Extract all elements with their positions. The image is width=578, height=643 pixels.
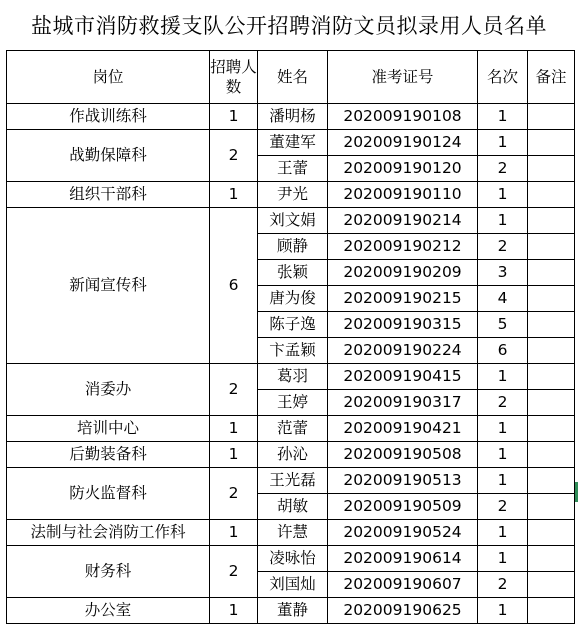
name-cell: 王婷 — [258, 390, 328, 416]
table-row — [7, 208, 575, 234]
name-cell: 潘明杨 — [258, 104, 328, 130]
remarks-cell — [528, 416, 575, 442]
name-cell: 唐为俊 — [258, 286, 328, 312]
position-cell: 新闻宣传科 — [7, 208, 210, 364]
exam-id-cell: 202009190224 — [328, 338, 478, 364]
name-cell: 许慧 — [258, 520, 328, 546]
exam-id-cell: 202009190317 — [328, 390, 478, 416]
table-row — [7, 546, 575, 572]
rank-cell: 1 — [478, 208, 528, 234]
name-cell: 王蕾 — [258, 156, 328, 182]
exam-id-cell: 202009190415 — [328, 364, 478, 390]
quota-cell: 1 — [210, 520, 258, 546]
table-row — [7, 130, 575, 156]
position-cell: 财务科 — [7, 546, 210, 598]
exam-id-cell: 202009190513 — [328, 468, 478, 494]
quota-cell: 1 — [210, 182, 258, 208]
remarks-cell — [528, 390, 575, 416]
exam-id-cell: 202009190524 — [328, 520, 478, 546]
position-cell: 培训中心 — [7, 416, 210, 442]
exam-id-cell: 202009190124 — [328, 130, 478, 156]
rank-cell: 2 — [478, 494, 528, 520]
quota-cell: 2 — [210, 546, 258, 598]
rank-cell: 1 — [478, 416, 528, 442]
exam-id-cell: 202009190108 — [328, 104, 478, 130]
name-cell: 王光磊 — [258, 468, 328, 494]
table-row — [7, 182, 575, 208]
remarks-cell — [528, 208, 575, 234]
header-remarks: 备注 — [528, 51, 575, 104]
remarks-cell — [528, 494, 575, 520]
table-row — [7, 416, 575, 442]
name-cell: 董建军 — [258, 130, 328, 156]
quota-cell: 1 — [210, 442, 258, 468]
rank-cell: 2 — [478, 156, 528, 182]
quota-cell: 2 — [210, 468, 258, 520]
rank-cell: 3 — [478, 260, 528, 286]
exam-id-cell: 202009190607 — [328, 572, 478, 598]
name-cell: 凌咏怡 — [258, 546, 328, 572]
rank-cell: 2 — [478, 390, 528, 416]
exam-id-cell: 202009190120 — [328, 156, 478, 182]
quota-cell: 1 — [210, 416, 258, 442]
rank-cell: 2 — [478, 234, 528, 260]
exam-id-cell: 202009190421 — [328, 416, 478, 442]
position-cell: 战勤保障科 — [7, 130, 210, 182]
name-cell: 张颖 — [258, 260, 328, 286]
table-row — [7, 598, 575, 624]
rank-cell: 4 — [478, 286, 528, 312]
position-cell: 后勤装备科 — [7, 442, 210, 468]
quota-cell: 1 — [210, 104, 258, 130]
quota-cell: 2 — [210, 130, 258, 182]
table-row — [7, 104, 575, 130]
position-cell: 防火监督科 — [7, 468, 210, 520]
name-cell: 陈子逸 — [258, 312, 328, 338]
rank-cell: 1 — [478, 546, 528, 572]
name-cell: 卞孟颖 — [258, 338, 328, 364]
remarks-cell — [528, 572, 575, 598]
position-cell: 组织干部科 — [7, 182, 210, 208]
name-cell: 尹光 — [258, 182, 328, 208]
remarks-cell — [528, 182, 575, 208]
remarks-cell — [528, 234, 575, 260]
table-row — [7, 468, 575, 494]
position-cell: 法制与社会消防工作科 — [7, 520, 210, 546]
remarks-cell — [528, 468, 575, 494]
name-cell: 范蕾 — [258, 416, 328, 442]
page-title: 盐城市消防救援支队公开招聘消防文员拟录用人员名单 — [31, 14, 547, 38]
remarks-cell — [528, 364, 575, 390]
remarks-cell — [528, 338, 575, 364]
rank-cell: 2 — [478, 572, 528, 598]
rank-cell: 1 — [478, 468, 528, 494]
quota-cell: 6 — [210, 208, 258, 364]
header-exam-id: 准考证号 — [328, 51, 478, 104]
exam-id-cell: 202009190110 — [328, 182, 478, 208]
exam-id-cell: 202009190509 — [328, 494, 478, 520]
exam-id-cell: 202009190508 — [328, 442, 478, 468]
remarks-cell — [528, 260, 575, 286]
remarks-cell — [528, 156, 575, 182]
header-row — [7, 51, 575, 104]
remarks-cell — [528, 286, 575, 312]
position-cell: 消委办 — [7, 364, 210, 416]
quota-cell: 2 — [210, 364, 258, 416]
exam-id-cell: 202009190212 — [328, 234, 478, 260]
rank-cell: 1 — [478, 104, 528, 130]
table-row — [7, 442, 575, 468]
quota-cell: 1 — [210, 598, 258, 624]
remarks-cell — [528, 312, 575, 338]
table-row — [7, 364, 575, 390]
rank-cell: 5 — [478, 312, 528, 338]
name-cell: 顾静 — [258, 234, 328, 260]
header-position: 岗位 — [7, 51, 210, 104]
header-rank: 名次 — [478, 51, 528, 104]
remarks-cell — [528, 546, 575, 572]
remarks-cell — [528, 130, 575, 156]
remarks-cell — [528, 104, 575, 130]
name-cell: 刘文娟 — [258, 208, 328, 234]
rank-cell: 1 — [478, 130, 528, 156]
name-cell: 胡敏 — [258, 494, 328, 520]
rank-cell: 1 — [478, 364, 528, 390]
header-name: 姓名 — [258, 51, 328, 104]
remarks-cell — [528, 520, 575, 546]
position-cell: 办公室 — [7, 598, 210, 624]
rank-cell: 6 — [478, 338, 528, 364]
exam-id-cell: 202009190614 — [328, 546, 478, 572]
rank-cell: 1 — [478, 442, 528, 468]
name-cell: 葛羽 — [258, 364, 328, 390]
table-body — [7, 104, 575, 624]
rank-cell: 1 — [478, 520, 528, 546]
header-quota: 招聘人数 — [210, 51, 258, 104]
name-cell: 刘国灿 — [258, 572, 328, 598]
remarks-cell — [528, 598, 575, 624]
name-cell: 孙沁 — [258, 442, 328, 468]
hiring-table — [6, 50, 575, 624]
exam-id-cell: 202009190209 — [328, 260, 478, 286]
position-cell: 作战训练科 — [7, 104, 210, 130]
exam-id-cell: 202009190215 — [328, 286, 478, 312]
rank-cell: 1 — [478, 598, 528, 624]
exam-id-cell: 202009190625 — [328, 598, 478, 624]
rank-cell: 1 — [478, 182, 528, 208]
exam-id-cell: 202009190315 — [328, 312, 478, 338]
table-row — [7, 520, 575, 546]
remarks-cell — [528, 442, 575, 468]
name-cell: 董静 — [258, 598, 328, 624]
exam-id-cell: 202009190214 — [328, 208, 478, 234]
